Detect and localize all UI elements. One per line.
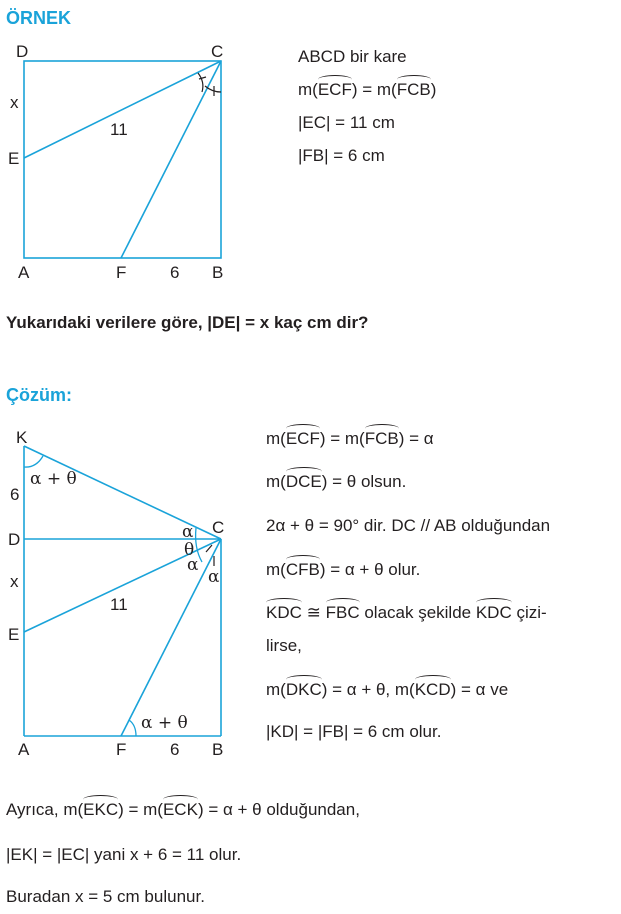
segment-fc bbox=[121, 539, 221, 736]
label-fb-length: 6 bbox=[170, 263, 180, 282]
label-b: B bbox=[212, 263, 224, 282]
sol-label-fb-length: 6 bbox=[170, 740, 180, 759]
step-7: m(DKC) = α + θ, m(KCD) = α ve bbox=[266, 680, 509, 699]
given-ec: |EC| = 11 cm bbox=[298, 113, 395, 132]
conclusion-3: Buradan x = 5 cm bulunur. bbox=[6, 887, 205, 906]
sol-label-angle-k: α + θ bbox=[30, 469, 77, 489]
conclusion-2: |EK| = |EC| yani x + 6 = 11 olur. bbox=[6, 845, 242, 864]
solution-figure bbox=[8, 428, 224, 759]
step-2: m(DCE) = θ olsun. bbox=[266, 472, 407, 491]
label-f: F bbox=[116, 263, 127, 282]
segment-fc bbox=[121, 61, 221, 258]
given-fb: |FB| = 6 cm bbox=[298, 146, 385, 165]
angle-fcb: FCB bbox=[396, 80, 431, 99]
step-1: m(ECF) = m(FCB) = α bbox=[266, 429, 434, 448]
sol-label-f: F bbox=[116, 740, 127, 759]
given-square: ABCD bir kare bbox=[298, 47, 407, 66]
angle-ecf: ECF bbox=[317, 80, 352, 99]
angle-arc-k bbox=[24, 456, 43, 467]
label-a: A bbox=[18, 263, 30, 282]
example-heading: ÖRNEK bbox=[6, 8, 72, 28]
square-abcd bbox=[24, 61, 221, 258]
sol-label-b: B bbox=[212, 740, 224, 759]
step-8: |KD| = |FB| = 6 cm olur. bbox=[266, 722, 442, 741]
sol-label-alpha-3: α bbox=[208, 567, 220, 587]
sol-label-alpha-2: α bbox=[187, 555, 199, 575]
label-d: D bbox=[16, 42, 29, 61]
sol-label-alpha-1: α bbox=[182, 522, 194, 542]
given-angle-equality: m(ECF) = m(FCB) bbox=[298, 80, 437, 99]
segment-ec bbox=[24, 61, 221, 158]
sol-label-angle-f: α + θ bbox=[141, 713, 188, 733]
question: Yukarıdaki verilere göre, |DE| = x kaç cm dir? bbox=[6, 313, 369, 332]
sol-label-e: E bbox=[8, 625, 20, 644]
solution-heading: Çözüm: bbox=[6, 385, 72, 405]
sol-label-c: C bbox=[212, 518, 225, 537]
step-6: lirse, bbox=[266, 636, 302, 655]
label-x: x bbox=[10, 93, 19, 112]
step-4: m(CFB) = α + θ olur. bbox=[266, 560, 421, 579]
step-5: KDC ≅ FBC olacak şekilde KDC çizi- bbox=[266, 603, 547, 622]
sol-label-a: A bbox=[18, 740, 30, 759]
label-ec-length: 11 bbox=[110, 120, 128, 139]
sol-label-theta: θ bbox=[184, 540, 195, 560]
sol-label-x: x bbox=[10, 572, 19, 591]
sol-label-d: D bbox=[8, 530, 21, 549]
sol-label-ec-length: 11 bbox=[110, 595, 128, 614]
angle-tick-ecf bbox=[199, 77, 206, 79]
step-3: 2α + θ = 90° dir. DC // AB olduğundan bbox=[266, 516, 551, 535]
sol-label-kd-length: 6 bbox=[10, 485, 20, 504]
angle-arc-f bbox=[129, 720, 136, 736]
label-e: E bbox=[8, 149, 20, 168]
conclusion-1: Ayrıca, m(EKC) = m(ECK) = α + θ olduğundan, bbox=[6, 800, 360, 819]
angle-arc-ecf bbox=[198, 73, 203, 92]
sol-label-k: K bbox=[16, 428, 28, 447]
label-c: C bbox=[211, 42, 224, 61]
